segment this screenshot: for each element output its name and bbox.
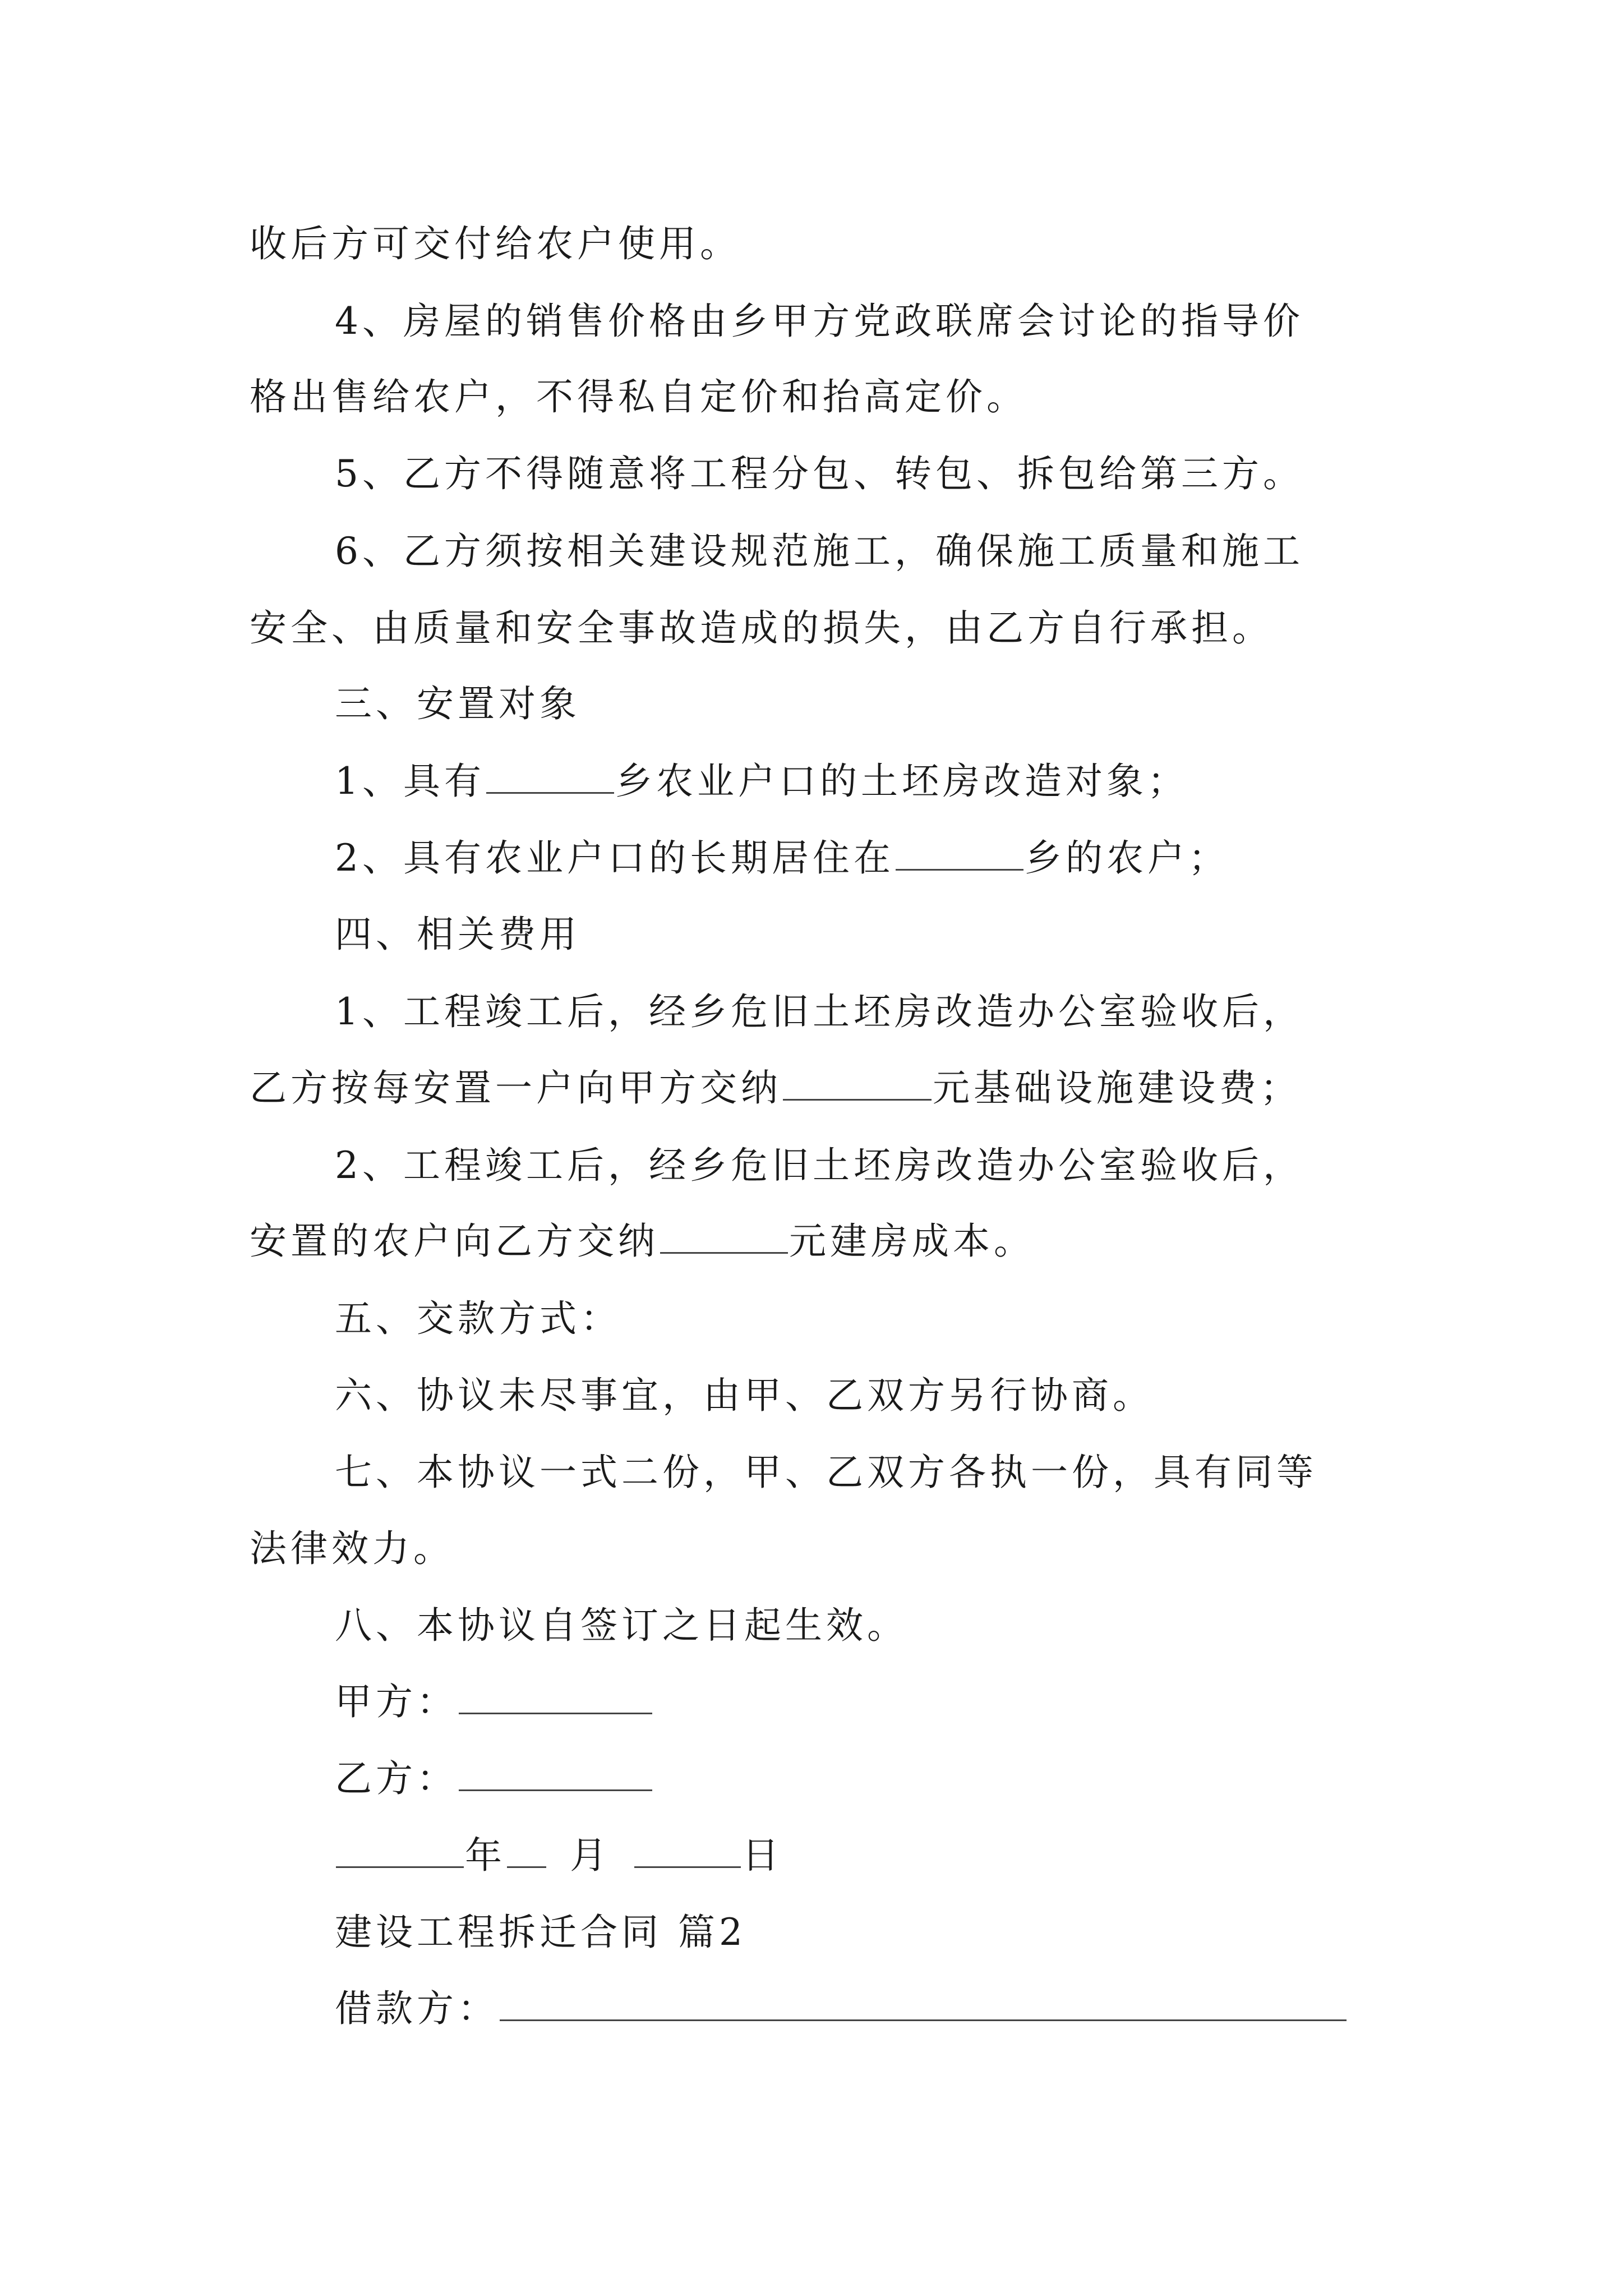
text-segment: 乡的农户；: [1025, 836, 1229, 880]
borrower-label: 借款方：: [335, 1987, 499, 2030]
text-line: [250, 1220, 1394, 1263]
signature-label: 乙方：: [335, 1757, 458, 1800]
section-heading: 五、交款方式：: [335, 1297, 621, 1340]
signature-label: 甲方：: [335, 1680, 458, 1723]
section-heading: 三、安置对象: [335, 682, 580, 725]
text-segment: 乡农业户口的土坯房改造对象；: [615, 760, 1188, 803]
fill-in-blank: [507, 1866, 546, 1868]
text-line: 八、本协议自签订之日起生效。: [335, 1604, 908, 1647]
fill-in-blank: [660, 1251, 788, 1254]
text-line: 收后方可交付给农户使用。: [250, 222, 741, 265]
fill-in-blank: [336, 1866, 464, 1868]
text-line: 4、房屋的销售价格由乡甲方党政联席会讨论的指导价: [335, 300, 1304, 343]
text-segment: 安置的农户向乙方交纳: [250, 1220, 659, 1263]
text-line: 6、乙方须按相关建设规范施工，确保施工质量和施工: [335, 530, 1304, 573]
text-line: 法律效力。: [250, 1527, 454, 1570]
fill-in-blank: [500, 2019, 1347, 2021]
text-segment: 元建房成本。: [789, 1220, 1035, 1263]
text-line: 2、工程竣工后，经乡危旧土坯房改造办公室验收后，: [335, 1144, 1304, 1187]
fill-in-blank: [783, 1098, 932, 1101]
fill-in-blank: [896, 868, 1023, 871]
text-segment: 2、具有农业户口的长期居住在: [335, 836, 895, 880]
fill-in-blank: [634, 1866, 741, 1868]
date-year-label: 年: [465, 1834, 506, 1877]
text-line: [335, 760, 1479, 803]
date-month-label: 月: [570, 1834, 611, 1877]
text-line: 1、工程竣工后，经乡危旧土坯房改造办公室验收后，: [335, 990, 1304, 1033]
text-line: 六、协议未尽事宜，由甲、乙双方另行协商。: [335, 1374, 1154, 1417]
fill-in-blank: [459, 1712, 652, 1714]
text-segment: 乙方按每安置一户向甲方交纳: [250, 1066, 782, 1110]
text-line: [335, 836, 1479, 880]
text-segment: 元基础设施建设费；: [933, 1066, 1301, 1110]
signature-line-party-a: [335, 1680, 1479, 1723]
fill-in-blank: [459, 1789, 652, 1791]
text-line: 格出售给农户，不得私自定价和抬高定价。: [250, 375, 1027, 418]
fill-in-blank: [486, 792, 614, 794]
date-day-label: 日: [742, 1834, 783, 1877]
section-heading: 四、相关费用: [335, 913, 580, 956]
text-line: 安全、由质量和安全事故造成的损失，由乙方自行承担。: [250, 606, 1273, 650]
text-line: 5、乙方不得随意将工程分包、转包、拆包给第三方。: [335, 452, 1304, 495]
borrower-line: [335, 1987, 1479, 2030]
text-segment: 1、具有: [335, 760, 485, 803]
date-line: [335, 1834, 1479, 1877]
signature-line-party-b: [335, 1757, 1479, 1800]
text-line: [250, 1066, 1394, 1110]
section-title: 建设工程拆迁合同 篇2: [335, 1911, 746, 1954]
text-line: 七、本协议一式二份，甲、乙双方各执一份，具有同等: [335, 1451, 1317, 1494]
